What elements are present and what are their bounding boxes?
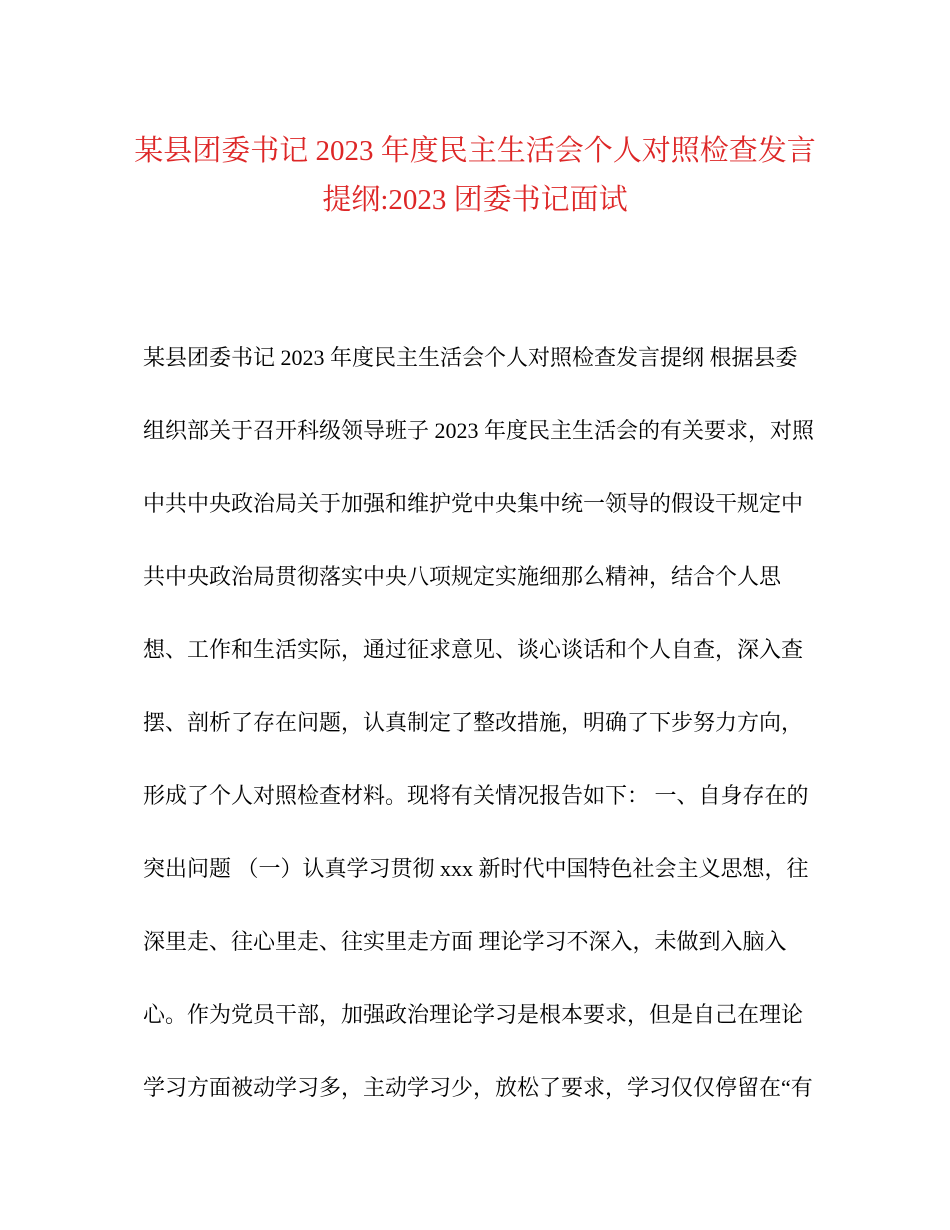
body-line-7: 形成了个人对照检查材料。现将有关情况报告如下： 一、自身存在的 xyxy=(143,783,809,808)
document-title xyxy=(0,127,950,225)
body-line-11: 学习方面被动学习多，主动学习少，放松了要求，学习仅仅停留在“有 xyxy=(143,1075,813,1100)
body-line-4: 共中央政治局贯彻落实中央八项规定实施细那么精神，结合个人思 xyxy=(143,564,782,589)
body-line-5: 想、工作和生活实际，通过征求意见、谈心谈话和个人自查，深入查 xyxy=(143,637,804,662)
body-line-9: 深里走、往心里走、往实里走方面 理论学习不深入，未做到入脑入 xyxy=(143,929,787,954)
body-line-3: 中共中央政治局关于加强和维护党中央集中统一领导的假设干规定中 xyxy=(143,491,804,516)
body-line-8: 突出问题 （一）认真学习贯彻 xxx 新时代中国特色社会主义思想，往 xyxy=(143,856,809,881)
body-line-1: 某县团委书记 2023 年度民主生活会个人对照检查发言提纲 根据县委 xyxy=(143,345,798,370)
body-line-2: 组织部关于召开科级领导班子 2023 年度民主生活会的有关要求，对照 xyxy=(143,418,815,443)
document-body xyxy=(143,321,833,1124)
body-line-10: 心。作为党员干部，加强政治理论学习是根本要求，但是自己在理论 xyxy=(143,1002,804,1027)
title-line-2: 提纲:2023 团委书记面试 xyxy=(322,184,628,216)
body-line-6: 摆、剖析了存在问题，认真制定了整改措施，明确了下步努力方向， xyxy=(143,710,804,735)
title-line-1: 某县团委书记 2023 年度民主生活会个人对照检查发言 xyxy=(134,135,816,167)
